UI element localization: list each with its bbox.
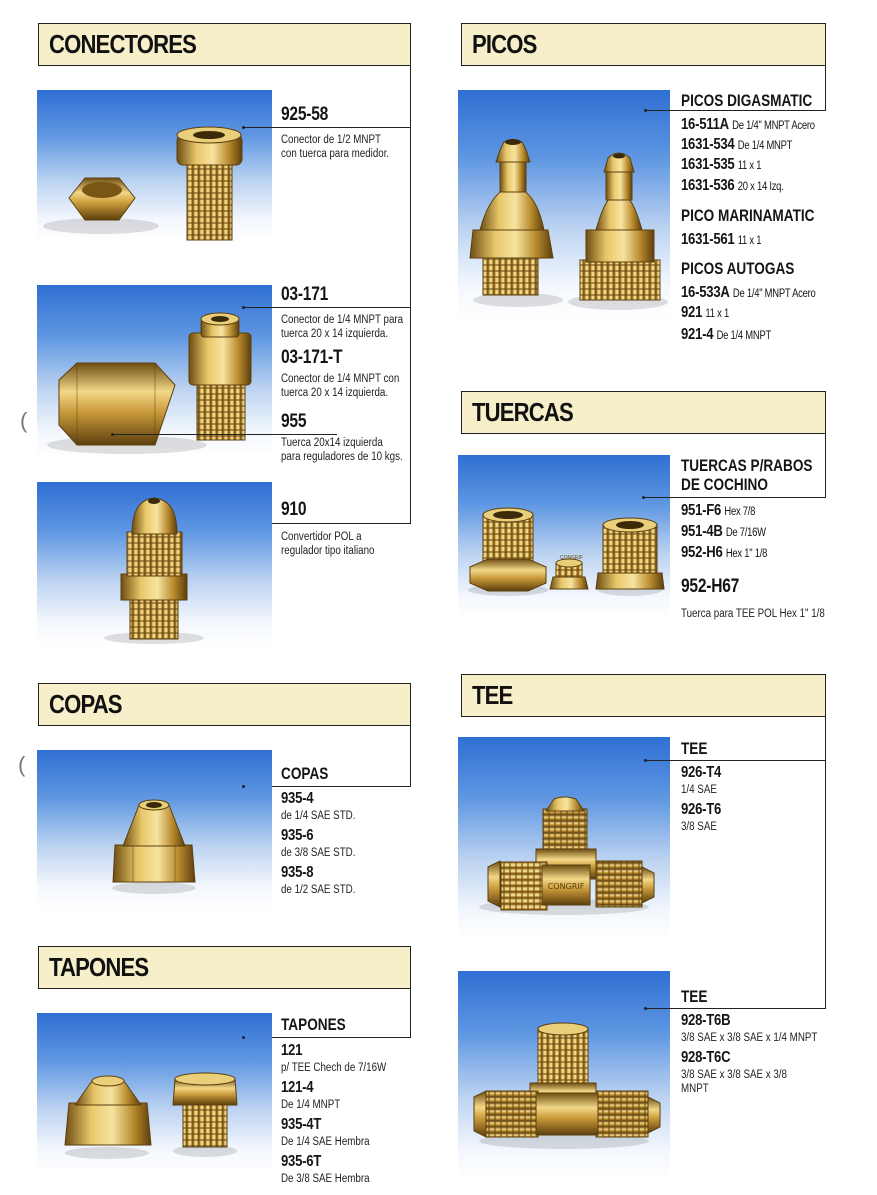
desc-line: De 3/8 SAE Hembra	[281, 1173, 370, 1185]
group-title	[681, 456, 845, 476]
section-frame-tapones	[410, 989, 411, 1038]
leader-dot	[242, 785, 245, 788]
group-title-text: TEE	[681, 987, 708, 1006]
product-desc	[281, 883, 369, 897]
section-header-copas	[38, 683, 411, 726]
code-text: 910	[281, 499, 307, 520]
code-desc: De 1/4" MNPT Acero	[732, 288, 816, 300]
group-title	[681, 259, 823, 279]
leader-dot	[111, 433, 114, 436]
punch-hole-mark: (	[20, 408, 28, 433]
product-code	[681, 544, 786, 562]
product-photo-copas	[37, 750, 272, 910]
code-text: 1631-561	[681, 231, 735, 248]
desc-line: de 1/4 SAE STD.	[281, 810, 356, 822]
product-code	[681, 523, 784, 541]
code-desc: Hex 1" 1/8	[725, 548, 768, 560]
code-text: 921-4	[681, 326, 714, 343]
code-text: 1631-534	[681, 136, 735, 153]
desc-line: De 1/4 SAE Hembra	[281, 1136, 370, 1148]
section-frame-copas	[410, 726, 411, 787]
group-title-text: DE COCHINO	[681, 475, 768, 494]
code-desc: De 7/16W	[725, 527, 766, 539]
product-code	[681, 801, 730, 819]
group-title	[681, 206, 848, 226]
desc-line: con tuerca para medidor.	[281, 148, 390, 160]
product-desc	[681, 1031, 841, 1045]
product-code	[681, 231, 779, 249]
product-photo-tuercas	[458, 455, 670, 620]
product-code	[281, 104, 338, 126]
product-desc	[681, 1068, 806, 1096]
leader-line	[646, 760, 674, 761]
code-desc: Hex 7/8	[724, 506, 756, 518]
desc-line: tuerca 20 x 14 izquierda.	[281, 387, 389, 399]
desc-line: Tuerca 20x14 izquierda	[281, 437, 383, 449]
leader-dot	[242, 306, 245, 309]
leader-line	[644, 497, 674, 498]
stamp-tuercas: CONGRIF	[560, 555, 584, 561]
frame-bottom-line	[674, 497, 826, 498]
code-text: 928-T6C	[681, 1049, 731, 1066]
code-text: 951-F6	[681, 502, 722, 519]
code-desc: De 1/4" MNPT Acero	[732, 120, 815, 132]
product-code	[681, 502, 771, 520]
product-code	[681, 1012, 741, 1030]
group-title	[281, 764, 340, 784]
code-text: 935-4T	[281, 1116, 322, 1133]
group-title	[681, 987, 714, 1007]
leader-line	[646, 1008, 674, 1009]
code-text: 921	[681, 304, 703, 321]
desc-line: De 1/4 MNPT	[281, 1099, 341, 1111]
code-desc: De 1/4 MNPT	[737, 140, 793, 152]
product-desc	[281, 1172, 385, 1186]
product-code	[681, 284, 845, 302]
section-header-picos	[461, 23, 826, 66]
desc-line: 1/4 SAE	[681, 784, 717, 796]
code-text: 926-T6	[681, 801, 722, 818]
code-desc: 11 x 1	[737, 235, 762, 247]
code-text: 935-8	[281, 864, 314, 881]
leader-dot	[242, 126, 245, 129]
product-photo-03-171	[37, 285, 272, 458]
section-title: CONECTORES	[49, 29, 197, 59]
code-text: 935-4	[281, 790, 314, 807]
desc-line: de 3/8 SAE STD.	[281, 847, 356, 859]
product-code	[281, 411, 312, 433]
product-code	[281, 827, 320, 845]
product-desc	[281, 530, 391, 558]
code-text: 16-511A	[681, 116, 729, 133]
product-desc	[281, 846, 369, 860]
leader-line	[244, 127, 410, 128]
product-photo-tee-928	[458, 971, 670, 1181]
product-code	[281, 1079, 320, 1097]
section-title: TUERCAS	[472, 397, 573, 427]
product-code	[681, 576, 752, 598]
product-desc	[681, 607, 850, 621]
product-code	[681, 177, 806, 195]
fitting-illustration	[37, 750, 272, 910]
code-text: 1631-536	[681, 177, 735, 194]
section-header-tapones	[38, 946, 411, 989]
section-title: PICOS	[472, 29, 537, 59]
product-code	[281, 790, 320, 808]
fitting-illustration	[458, 737, 670, 942]
product-code	[681, 326, 791, 344]
group-title	[681, 475, 790, 495]
product-desc	[281, 436, 424, 464]
product-desc	[281, 313, 425, 341]
section-title: TAPONES	[49, 952, 149, 982]
leader-dot	[642, 496, 645, 499]
code-text: 952-H67	[681, 576, 740, 597]
desc-line: Conector de 1/4 MNPT para	[281, 314, 404, 326]
group-title	[681, 739, 714, 759]
leader-dot	[644, 1007, 647, 1010]
code-desc: 11 x 1	[705, 308, 729, 320]
group-title-text: TAPONES	[281, 1015, 346, 1034]
desc-line: Conector de 1/2 MNPT	[281, 134, 381, 146]
product-code	[681, 156, 779, 174]
product-desc	[681, 783, 723, 797]
product-desc	[281, 809, 369, 823]
product-code	[681, 1049, 741, 1067]
product-desc	[281, 1061, 405, 1075]
code-text: 121-4	[281, 1079, 314, 1096]
group-title-text: TEE	[681, 739, 708, 758]
leader-line	[244, 307, 410, 308]
fitting-illustration	[37, 90, 272, 242]
code-desc: 20 x 14 Izq.	[737, 181, 784, 193]
product-code	[281, 1153, 330, 1171]
product-photo-tapones	[37, 1013, 272, 1173]
section-title: COPAS	[49, 689, 122, 719]
product-code	[281, 499, 312, 521]
group-title	[281, 1015, 362, 1035]
section-header-conectores	[38, 23, 411, 66]
leader-dot	[644, 759, 647, 762]
code-text: 03-171-T	[281, 347, 343, 368]
section-header-tee	[461, 674, 826, 717]
code-text: 935-6T	[281, 1153, 322, 1170]
group-title	[681, 91, 845, 111]
product-code	[281, 284, 338, 306]
group-title-text: COPAS	[281, 764, 329, 783]
desc-line: para reguladores de 10 kgs.	[281, 451, 403, 463]
fitting-illustration	[458, 971, 670, 1181]
code-text: 16-533A	[681, 284, 730, 301]
code-text: 121	[281, 1042, 303, 1059]
group-title-text: PICO MARINAMATIC	[681, 206, 815, 225]
product-photo-925-58	[37, 90, 272, 242]
frame-bottom-line	[674, 1008, 826, 1009]
code-text: 952-H6	[681, 544, 723, 561]
code-text: 928-T6B	[681, 1012, 731, 1029]
product-code	[681, 304, 739, 322]
fitting-illustration	[37, 482, 272, 647]
product-code	[281, 347, 356, 369]
frame-mid-line	[674, 760, 826, 761]
product-desc	[281, 133, 408, 161]
desc-line: p/ TEE Chech de 7/16W	[281, 1062, 387, 1074]
desc-line: Conector de 1/4 MNPT con	[281, 373, 400, 385]
fitting-illustration	[37, 1013, 272, 1173]
product-photo-picos	[458, 90, 670, 320]
code-text: 926-T4	[681, 764, 722, 781]
product-desc	[681, 820, 723, 834]
group-title-text: PICOS DIGASMATIC	[681, 91, 813, 110]
leader-dot	[242, 1036, 245, 1039]
desc-line: Tuerca para TEE POL Hex 1" 1/8	[681, 608, 825, 620]
desc-line: 3/8 SAE	[681, 821, 717, 833]
code-text: 03-171	[281, 284, 329, 305]
group-title-text: TUERCAS P/RABOS	[681, 456, 813, 475]
product-desc	[281, 1135, 385, 1149]
product-photo-910	[37, 482, 272, 647]
code-text: 955	[281, 411, 307, 432]
desc-line: de 1/2 SAE STD.	[281, 884, 356, 896]
product-code	[681, 136, 817, 154]
punch-hole-mark: (	[18, 752, 26, 777]
desc-line: tuerca 20 x 14 izquierda.	[281, 328, 389, 340]
code-desc: De 1/4 MNPT	[716, 330, 772, 342]
fitting-illustration	[458, 90, 670, 320]
code-desc: 11 x 1	[737, 160, 762, 172]
product-code	[681, 764, 730, 782]
group-title-text: PICOS AUTOGAS	[681, 259, 795, 278]
product-desc	[281, 1098, 351, 1112]
desc-line: 3/8 SAE x 3/8 SAE x 1/4 MNPT	[681, 1032, 818, 1044]
product-desc	[281, 372, 420, 400]
product-code	[681, 116, 844, 134]
leader-line	[113, 434, 337, 435]
product-code	[281, 1042, 307, 1060]
code-text: 951-4B	[681, 523, 723, 540]
desc-line: regulador tipo italiano	[281, 545, 375, 557]
code-text: 925-58	[281, 104, 329, 125]
desc-line: MNPT	[681, 1083, 709, 1095]
section-header-tuercas	[461, 391, 826, 434]
code-text: 935-6	[281, 827, 314, 844]
stamp-text: CONGRIF	[547, 882, 585, 891]
section-title: TEE	[472, 680, 513, 710]
leader-line	[646, 110, 674, 111]
product-code	[281, 1116, 330, 1134]
fitting-illustration	[458, 455, 670, 620]
leader-dot	[644, 109, 647, 112]
desc-line: 3/8 SAE x 3/8 SAE x 3/8	[681, 1069, 787, 1081]
product-photo-tee-926	[458, 737, 670, 942]
code-text: 1631-535	[681, 156, 735, 173]
desc-line: Convertidor POL a	[281, 531, 362, 543]
product-code	[281, 864, 320, 882]
fitting-illustration	[37, 285, 272, 458]
